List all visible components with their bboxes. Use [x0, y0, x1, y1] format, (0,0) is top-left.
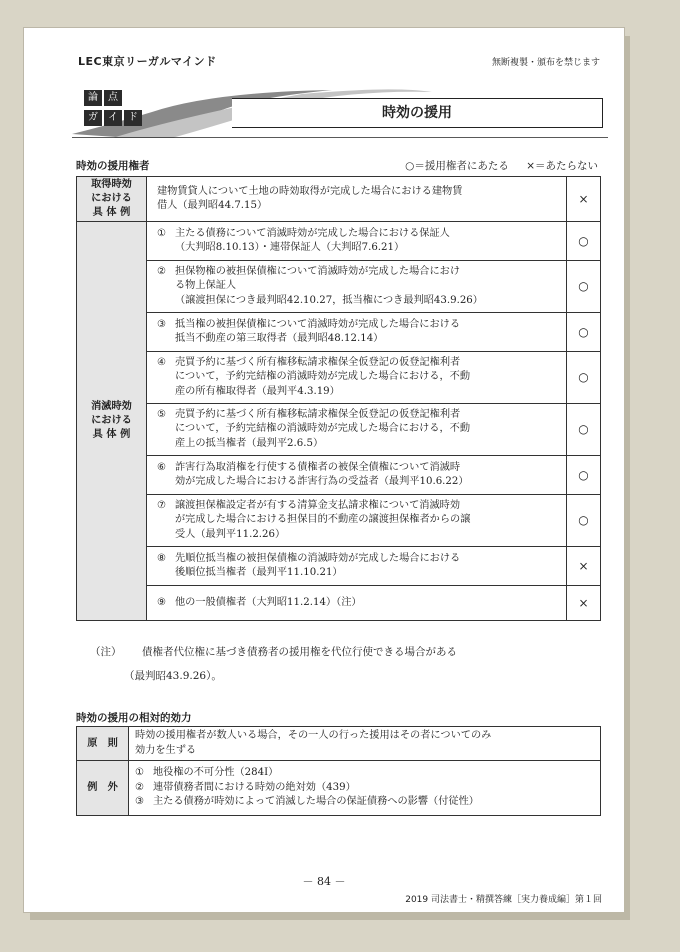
claimant-mark: ○: [567, 495, 601, 547]
category-line: 具 体 例: [92, 429, 131, 440]
case-item: [157, 596, 558, 611]
case-item: [157, 265, 558, 309]
document-page: [24, 28, 624, 912]
principle-line: 効力を生ずる: [135, 744, 197, 756]
publisher-logo: LEC東京リーガルマインド: [78, 55, 217, 68]
case-text: [147, 177, 567, 222]
principle-line: 時効の援用権者が数人いる場合，その一人の行った援用はその者についてのみ: [135, 730, 492, 741]
banner-tag-char: ガ: [84, 110, 102, 126]
category-cell: [77, 222, 147, 621]
claimants-table: [76, 176, 601, 621]
claimant-mark: ×: [567, 177, 601, 222]
publication-title: 2019 司法書士・精撰答練［実力養成編］第１回: [405, 895, 602, 905]
claimant-mark: ○: [567, 352, 601, 404]
legend-yes: ○＝援用権者にあたる: [405, 160, 509, 172]
claimant-mark: ×: [567, 547, 601, 586]
case-line: 担保物権の被担保債権について消滅時効が完成した場合におけ: [175, 265, 461, 277]
claimant-mark: ○: [567, 261, 601, 313]
case-line: 効が完成した場合における詐害行為の受益者（最判平10.6.22）: [175, 476, 469, 487]
case-line: る物上保証人: [175, 280, 237, 292]
case-line: について，予約完結権の消滅時効が完成した場合における，不動: [175, 371, 471, 383]
topic-banner: [72, 84, 608, 138]
banner-tag-char: 論: [84, 90, 102, 106]
note-line: 債権者代位権に基づき債務者の援用権を代位行使できる場合がある: [142, 646, 457, 658]
case-lines: [175, 499, 470, 543]
case-line: 抵当権の被担保債権について消滅時効が完成した場合における: [175, 318, 461, 330]
case-item: [157, 461, 558, 490]
item-number: ③: [135, 796, 145, 808]
list-item: [135, 766, 592, 781]
table-row: [77, 404, 601, 456]
case-text: [147, 313, 567, 352]
case-item: [157, 318, 558, 347]
table-row: [77, 547, 601, 586]
category-cell: [77, 177, 147, 222]
case-number: ⑥: [157, 461, 167, 473]
case-number: ①: [157, 227, 167, 239]
principle-text: [129, 727, 601, 761]
case-number: ⑨: [157, 596, 167, 608]
table-row: [77, 495, 601, 547]
case-lines: [175, 265, 483, 309]
case-line: 詐害行為取消権を行使する債権者の被保全債権について消滅時: [175, 461, 461, 473]
category-line: における: [91, 415, 132, 426]
case-lines: [175, 596, 362, 611]
item-number: ②: [135, 781, 145, 793]
page-number: － 84 －: [302, 875, 346, 888]
case-number: ⑦: [157, 499, 167, 511]
item-text: 地役権の不可分性（284Ⅰ）: [153, 767, 279, 779]
item-text: 連帯債務者間における時効の絶対効（439）: [153, 781, 356, 793]
claimant-mark: ×: [567, 586, 601, 621]
exception-list: [129, 761, 601, 816]
table-row: [77, 727, 601, 761]
case-text: [147, 547, 567, 586]
case-text: [147, 495, 567, 547]
category-line: 取得時効: [91, 179, 132, 190]
case-item: [157, 499, 558, 543]
case-line: 譲渡担保権設定者が有する清算金支払請求権について消滅時効: [175, 499, 461, 511]
table-row: [77, 261, 601, 313]
case-line: 借人（最判昭44.7.15）: [157, 200, 268, 211]
case-lines: [175, 461, 469, 490]
case-line: 産の所有権取得者（最判平4.3.19）: [175, 385, 340, 397]
table-row: [77, 761, 601, 816]
case-text: [147, 404, 567, 456]
case-text: [147, 456, 567, 495]
case-line: 抵当不動産の第三取得者（最判昭48.12.14）: [175, 333, 384, 344]
category-line: 消滅時効: [91, 401, 132, 412]
case-item: [157, 356, 558, 400]
case-lines: [175, 356, 470, 400]
table-row: [77, 177, 601, 222]
category-line: における: [91, 193, 132, 204]
case-line: 先順位抵当権の被担保債権の消滅時効が完成した場合における: [175, 552, 461, 564]
case-lines: [175, 318, 460, 347]
case-number: ③: [157, 318, 167, 330]
case-line: 売買予約に基づく所有権移転請求権保全仮登記の仮登記権利者: [175, 356, 461, 368]
principle-label: 原 則: [77, 727, 129, 761]
case-line: 主たる債務について消滅時効が完成した場合における保証人: [175, 227, 450, 239]
list-item: [135, 795, 592, 810]
banner-tag-char: イ: [104, 110, 122, 126]
item-text: 主たる債務が時効によって消滅した場合の保証債務への影響（付従性）: [153, 796, 479, 808]
case-line: （譲渡担保につき最判昭42.10.27，抵当権につき最判昭43.9.26）: [175, 294, 483, 306]
case-line: について，予約完結権の消滅時効が完成した場合における，不動: [175, 423, 471, 435]
table-row: [77, 313, 601, 352]
case-text: [147, 352, 567, 404]
exception-label: 例 外: [77, 761, 129, 816]
case-line: 受人（最判平11.2.26）: [175, 528, 286, 540]
table-row: [77, 352, 601, 404]
table-row: [77, 222, 601, 261]
case-lines: [175, 408, 470, 452]
claimant-mark: ○: [567, 404, 601, 456]
case-number: ⑤: [157, 408, 167, 420]
table-row: [77, 456, 601, 495]
case-text: [147, 261, 567, 313]
case-item: [157, 408, 558, 452]
table-row: [77, 586, 601, 621]
case-line: 後順位抵当権者（最判平11.10.21）: [175, 567, 343, 578]
banner-tag-char: 点: [104, 90, 122, 106]
relative-effect-table: [76, 726, 601, 816]
section-heading-claimants: 時効の援用権者: [76, 160, 150, 172]
item-number: ①: [135, 767, 145, 779]
case-line: 他の一般債権者（大判昭11.2.14）（注）: [175, 596, 362, 608]
case-item: [157, 552, 558, 581]
banner-tag-char: ド: [124, 110, 142, 126]
category-line: 具 体 例: [92, 207, 131, 218]
note-line: （最判昭43.9.26）。: [124, 670, 222, 682]
note-label: （注）: [90, 646, 122, 658]
claimant-mark: ○: [567, 222, 601, 261]
case-line: 売買予約に基づく所有権移転請求権保全仮登記の仮登記権利者: [175, 408, 461, 420]
case-lines: [175, 552, 460, 581]
case-number: ⑧: [157, 552, 167, 564]
legend-no: ×＝あたらない: [526, 160, 598, 172]
case-line: 産上の抵当権者（最判平2.6.5）: [175, 437, 324, 449]
mark-legend: [364, 158, 598, 173]
case-text: [147, 222, 567, 261]
case-number: ②: [157, 265, 167, 277]
claimant-mark: ○: [567, 313, 601, 352]
page-title: 時効の援用: [232, 98, 603, 128]
case-text: [147, 586, 567, 621]
section-heading-relative-effect: 時効の援用の相対的効力: [76, 712, 192, 724]
list-item: [135, 781, 592, 796]
case-item: [157, 227, 558, 256]
case-number: ④: [157, 356, 167, 368]
claimant-mark: ○: [567, 456, 601, 495]
case-lines: [175, 227, 450, 256]
copyright-notice: 無断複製・頒布を禁じます: [491, 58, 600, 68]
case-line: （大判昭8.10.13）・連帯保証人（大判昭7.6.21）: [175, 242, 405, 253]
case-line: 建物賃貸人について土地の時効取得が完成した場合における建物賃: [157, 185, 463, 197]
case-line: が完成した場合における担保目的不動産の譲渡担保権者からの譲: [175, 514, 471, 526]
